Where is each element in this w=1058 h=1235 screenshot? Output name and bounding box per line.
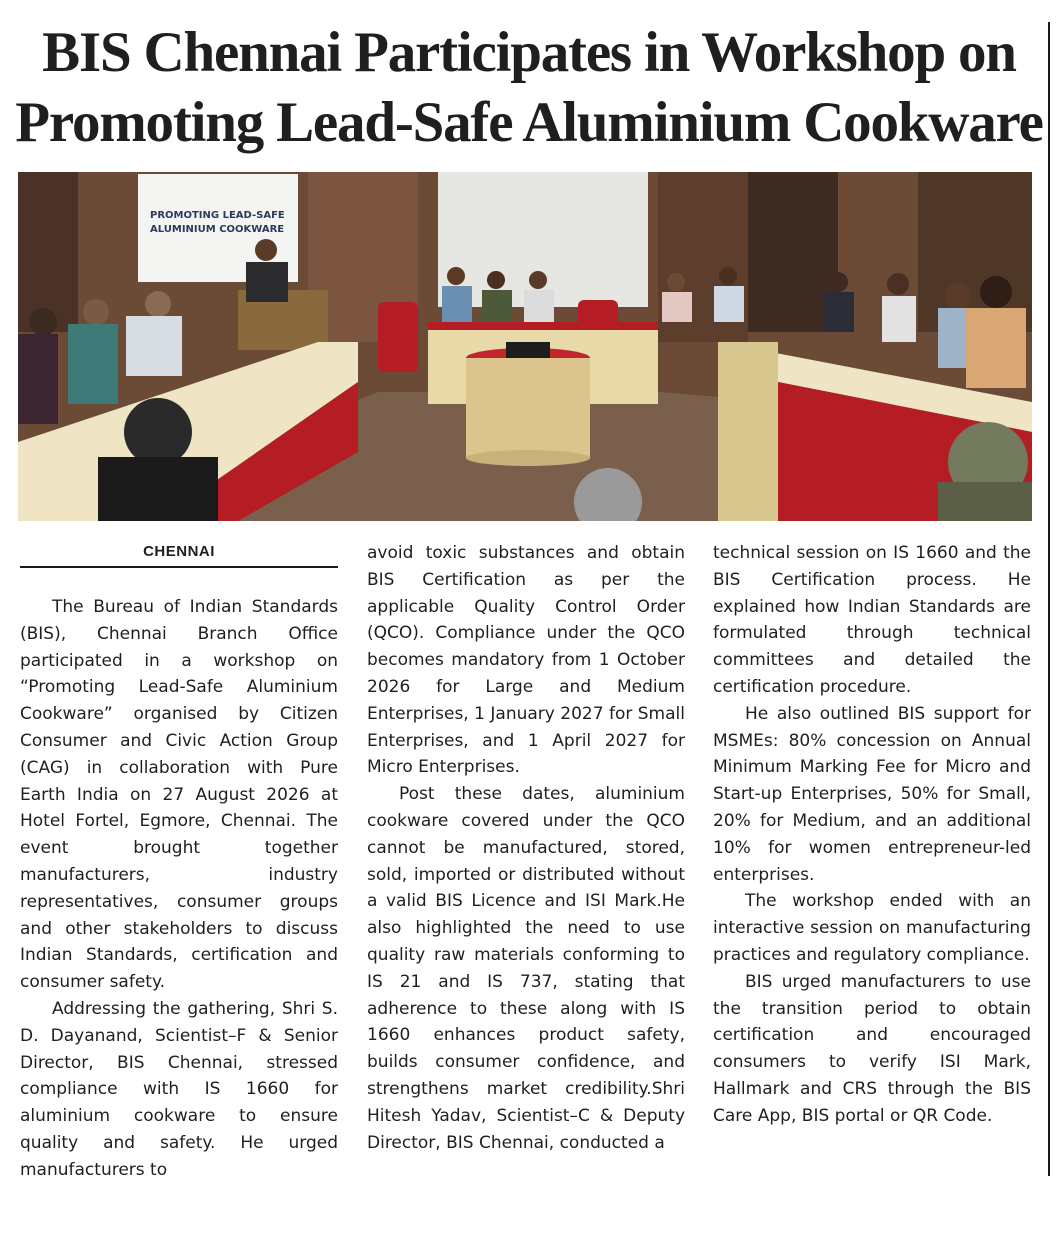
paragraph-4: Post these dates, aluminium cookware covered under the QCO cannot be manufactured, stored, sold, imported or distributed without a valid BIS Licence and ISI Mark.He also highlighted the need to use quality raw materials conforming to IS 21 and IS 737, stating that adherence to these along with IS 1660 enhances product safety, builds consumer confidence, and strengthens market credibility.Shri Hitesh Yadav, Scientist–C & Deputy Director, BIS Chennai, conducted a <box>367 784 685 1153</box>
banner-text-1: PROMOTING LEAD-SAFE <box>150 210 285 221</box>
headline-line-1: BIS Chennai Participates in Workshop on <box>42 21 1016 84</box>
banner-text-2: ALUMINIUM COOKWARE <box>150 224 285 235</box>
workshop-photo <box>18 172 1032 521</box>
workshop-photo-illustration <box>18 172 1032 521</box>
article-column-1 <box>20 540 338 1184</box>
headline <box>14 18 1044 158</box>
paragraph-3: avoid toxic substances and obtain BIS Certification as per the applicable Quality Control Order (QCO). Compliance under the QCO becomes mandatory from 1 October 2026 for Large and Medium Enterprises, 1 January 2027 for Small Enterprises, and 1 April 2027 for Micro Enterprises. <box>367 543 685 778</box>
paragraph-2: Addressing the gathering, Shri S. D. Dayanand, Scientist–F & Senior Director, BIS Chennai, stressed compliance with IS 1660 for aluminium cookware to ensure quality and safety. He urged manufacturers to <box>20 998 338 1180</box>
paragraph-6: He also outlined BIS support for MSMEs: 80% concession on Annual Minimum Marking Fee for Micro and Start-up Enterprises, 50% for Small, 20% for Medium, and an additional 10% for women entrepreneur-led enterprises. <box>713 703 1031 885</box>
paragraph-8: BIS urged manufacturers to use the transition period to obtain certification and encouraged consumers to verify ISI Mark, Hallmark and CRS through the BIS Care App, BIS portal or QR Code. <box>713 971 1031 1126</box>
headline-line-2: Promoting Lead-Safe Aluminium Cookware <box>15 91 1043 154</box>
paragraph-7: The workshop ended with an interactive session on manufacturing practices and regulatory compliance. <box>713 891 1031 965</box>
article-column-2 <box>367 540 685 1156</box>
article-column-3 <box>713 540 1031 1130</box>
dateline: CHENNAI <box>20 540 338 568</box>
paragraph-1: The Bureau of Indian Standards (BIS), Chennai Branch Office participated in a workshop on “Promoting Lead-Safe Aluminium Cookware” organised by Citizen Consumer and Civic Action Group (CAG) in collaboration with Pure Earth India on 27 August 2026 at Hotel Fortel, Egmore, Chennai. The event brought together manufacturers, industry representatives, consumer groups and other stakeholders to discuss Indian Standards, certification and consumer safety. <box>20 597 338 993</box>
column-rule <box>1048 22 1050 1176</box>
paragraph-5: technical session on IS 1660 and the BIS Certification process. He explained how Indian Standards are formulated through technical committees and detailed the certification procedure. <box>713 543 1031 697</box>
